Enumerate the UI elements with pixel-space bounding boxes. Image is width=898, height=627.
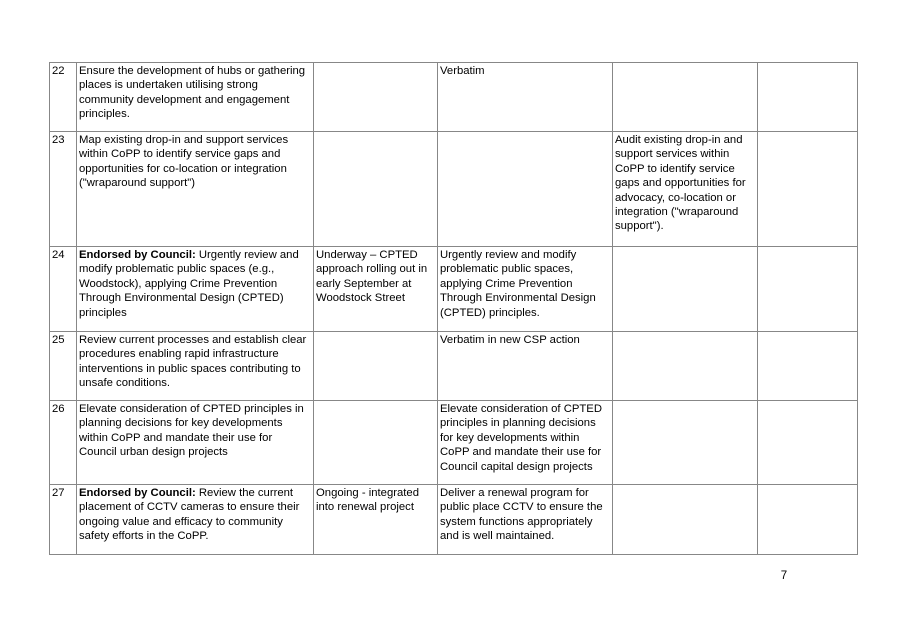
endorsed-by-council-label: Endorsed by Council: bbox=[79, 249, 196, 261]
notes-cell bbox=[758, 247, 858, 332]
status-update-cell bbox=[314, 401, 438, 485]
secondary-action-cell bbox=[613, 401, 758, 485]
status-update-cell bbox=[314, 332, 438, 401]
secondary-action-cell bbox=[613, 63, 758, 132]
endorsed-by-council-label: Endorsed by Council: bbox=[79, 487, 196, 499]
row-number-cell: 27 bbox=[50, 485, 77, 555]
table-row bbox=[50, 63, 858, 132]
recommendation-text: Ensure the development of hubs or gathering places is undertaken utilising strong community development and engagement principles. bbox=[79, 65, 306, 121]
notes-cell bbox=[758, 63, 858, 132]
notes-cell bbox=[758, 485, 858, 555]
notes-cell bbox=[758, 401, 858, 485]
secondary-action-cell: Audit existing drop-in and support services within CoPP to identify service gaps and opportunities for advocacy, co-location or integration ("wraparound support"). bbox=[613, 132, 758, 247]
status-update-cell: Ongoing - integrated into renewal project bbox=[314, 485, 438, 555]
recommendation-cell bbox=[77, 401, 314, 485]
csp-action-cell: Verbatim in new CSP action bbox=[438, 332, 613, 401]
recommendation-text: Map existing drop-in and support services within CoPP to identify service gaps and opportunities for co-location or integration ("wraparound support") bbox=[79, 134, 289, 190]
notes-cell bbox=[758, 332, 858, 401]
secondary-action-cell bbox=[613, 485, 758, 555]
recommendation-text: Review current processes and establish clear procedures enabling rapid infrastructure interventions in public spaces contributing to unsafe conditions. bbox=[79, 334, 307, 390]
secondary-action-cell bbox=[613, 247, 758, 332]
status-update-cell bbox=[314, 63, 438, 132]
recommendation-text: Review the current placement of CCTV cameras to ensure their ongoing value and efficacy to community safety efforts in the CoPP. bbox=[79, 487, 300, 543]
row-number-cell: 23 bbox=[50, 132, 77, 247]
recommendation-cell bbox=[77, 63, 314, 132]
table-row bbox=[50, 132, 858, 247]
recommendation-cell bbox=[77, 247, 314, 332]
notes-cell bbox=[758, 132, 858, 247]
recommendation-cell bbox=[77, 132, 314, 247]
csp-action-cell: Verbatim bbox=[438, 63, 613, 132]
table-row bbox=[50, 247, 858, 332]
status-update-cell: Underway – CPTED approach rolling out in early September at Woodstock Street bbox=[314, 247, 438, 332]
recommendation-cell bbox=[77, 485, 314, 555]
recommendation-text: Urgently review and modify problematic public spaces (e.g., Woodstock), applying Crime Prevention Through Environmental Design (CPTED) principles bbox=[79, 249, 299, 319]
csp-action-cell bbox=[438, 132, 613, 247]
row-number-cell: 26 bbox=[50, 401, 77, 485]
csp-action-cell: Deliver a renewal program for public place CCTV to ensure the system functions appropriately and is well maintained. bbox=[438, 485, 613, 555]
row-number-cell: 22 bbox=[50, 63, 77, 132]
csp-action-cell: Urgently review and modify problematic public spaces, applying Crime Prevention Through Environmental Design (CPTED) principles. bbox=[438, 247, 613, 332]
table-row bbox=[50, 485, 858, 555]
row-number-cell: 25 bbox=[50, 332, 77, 401]
page-number: 7 bbox=[780, 570, 788, 582]
table-row bbox=[50, 332, 858, 401]
status-update-cell bbox=[314, 132, 438, 247]
secondary-action-cell bbox=[613, 332, 758, 401]
table-row bbox=[50, 401, 858, 485]
csp-action-cell: Elevate consideration of CPTED principles in planning decisions for key developments within CoPP and mandate their use for Council capital design projects bbox=[438, 401, 613, 485]
recommendation-cell bbox=[77, 332, 314, 401]
recommendations-table bbox=[49, 62, 858, 555]
row-number-cell: 24 bbox=[50, 247, 77, 332]
recommendation-text: Elevate consideration of CPTED principles in planning decisions for key developments within CoPP and mandate their use for Council urban design projects bbox=[79, 403, 304, 459]
